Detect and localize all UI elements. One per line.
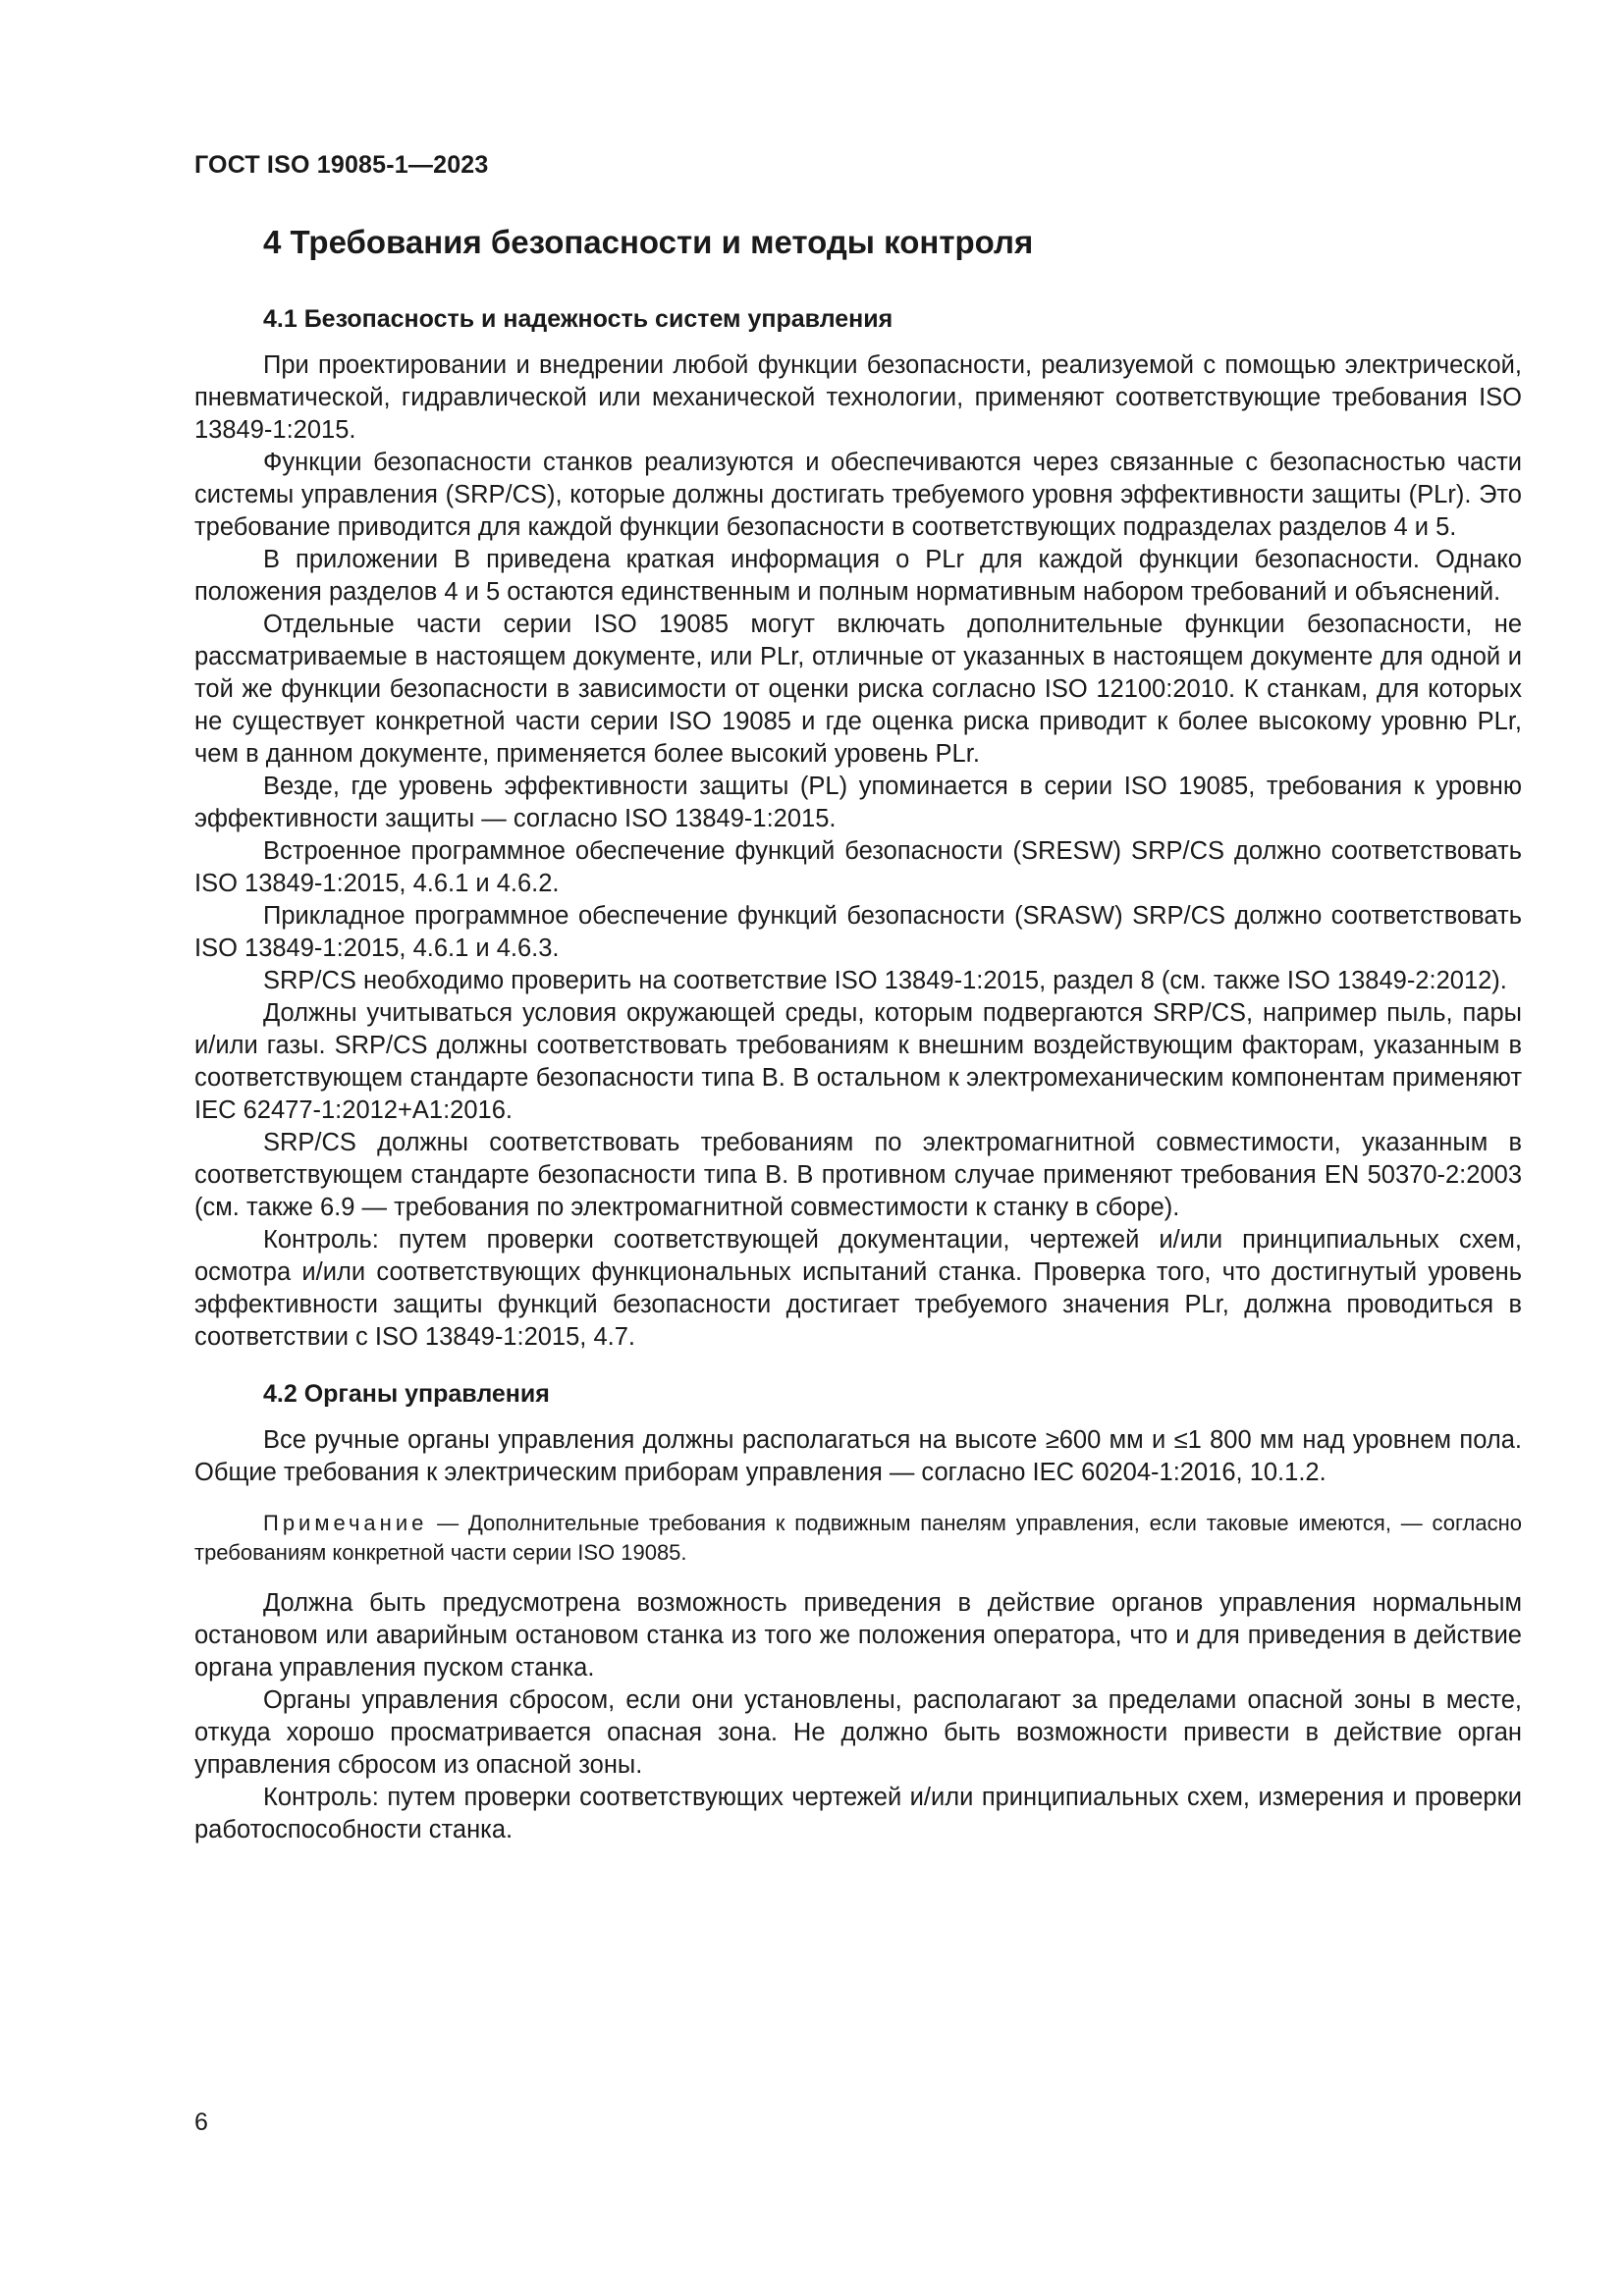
paragraph: Встроенное программное обеспечение функций безопасности (SRESW) SRP/CS должно соответствовать ISO 13849-1:2015, 4.6.1 и 4.6.2.	[194, 837, 1522, 897]
subsection-title-4-2: 4.2 Органы управления	[263, 1380, 550, 1408]
document-header: ГОСТ ISO 19085-1—2023	[194, 151, 489, 179]
note	[194, 1509, 1522, 1568]
note-label: Примечание	[263, 1511, 428, 1535]
paragraph: SRP/CS необходимо проверить на соответствие ISO 13849-1:2015, раздел 8 (см. также ISO 13849-2:2012).	[263, 967, 1507, 994]
paragraph: SRP/CS должны соответствовать требованиям по электромагнитной совместимости, указанным в соответствующем стандарте безопасности типа В. В противном случае применяют требования EN 50370-2:2003 (см. также 6.9 — требования по электромагнитной совместимости к станку в сборе).	[194, 1129, 1522, 1221]
paragraph: Органы управления сбросом, если они установлены, располагают за пределами опасной зоны в месте, откуда хорошо просматривается опасная зона. Не должно быть возможности привести в действие орган управления сбросом из опасной зоны.	[194, 1686, 1522, 1779]
paragraph: Везде, где уровень эффективности защиты (PL) упоминается в серии ISO 19085, требования к уровню эффективности защиты — согласно ISO 13849-1:2015.	[194, 773, 1522, 832]
page-number: 6	[194, 2109, 208, 2136]
paragraph: Должны учитываться условия окружающей среды, которым подвергаются SRP/CS, например пыль, пары и/или газы. SRP/CS должны соответствовать требованиям к внешним воздействующим факторам, указанным в соответствующем стандарте безопасности типа В. В остальном к электромеханическим компонентам применяют IEC 62477-1:2012+A1:2016.	[194, 999, 1522, 1124]
paragraph: При проектировании и внедрении любой функции безопасности, реализуемой с помощью электрической, пневматической, гидравлической или механической технологии, применяют соответствующие требования ISO 13849-1:2015.	[194, 351, 1522, 444]
paragraph: Должна быть предусмотрена возможность приведения в действие органов управления нормальным остановом или аварийным остановом станка из того же положения оператора, что и для приведения в действие органа управления пуском станка.	[194, 1589, 1522, 1682]
paragraph: Прикладное программное обеспечение функций безопасности (SRASW) SRP/CS должно соответствовать ISO 13849-1:2015, 4.6.1 и 4.6.3.	[194, 902, 1522, 962]
note-text: — Дополнительные требования к подвижным панелям управления, если таковые имеются, — согласно требованиям конкретной части серии ISO 19085.	[194, 1511, 1522, 1565]
paragraph: Все ручные органы управления должны располагаться на высоте ≥600 мм и ≤1 800 мм над уровнем пола. Общие требования к электрическим приборам управления — согласно IEC 60204-1:2016, 10.1.2.	[194, 1426, 1522, 1486]
paragraph: Контроль: путем проверки соответствующей документации, чертежей и/или принципиальных схем, осмотра и/или соответствующих функциональных испытаний станка. Проверка того, что достигнутый уровень эффективности защиты функций безопасности достигает требуемого значения PLr, должна проводиться в соответствии с ISO 13849-1:2015, 4.7.	[194, 1226, 1522, 1351]
subsection-title-4-1: 4.1 Безопасность и надежность систем управления	[263, 305, 893, 333]
section-title: 4 Требования безопасности и методы контроля	[263, 224, 1034, 260]
page-content	[194, 222, 1522, 1846]
paragraph: Функции безопасности станков реализуются и обеспечиваются через связанные с безопасностью части системы управления (SRP/CS), которые должны достигать требуемого уровня эффективности защиты (PLr). Это требование приводится для каждой функции безопасности в соответствующих подразделах разделов 4 и 5.	[194, 449, 1522, 541]
paragraph: Контроль: путем проверки соответствующих чертежей и/или принципиальных схем, измерения и проверки работоспособности станка.	[194, 1784, 1522, 1843]
paragraph: Отдельные части серии ISO 19085 могут включать дополнительные функции безопасности, не рассматриваемые в настоящем документе, или PLr, отличные от указанных в настоящем документе для одной и той же функции безопасности в зависимости от оценки риска согласно ISO 12100:2010. К станкам, для которых не существует конкретной части серии ISO 19085 и где оценка риска приводит к более высокому уровню PLr, чем в данном документе, применяется более высокий уровень PLr.	[194, 611, 1522, 768]
paragraph: В приложении B приведена краткая информация о PLr для каждой функции безопасности. Однако положения разделов 4 и 5 остаются единственным и полным нормативным набором требований и объяснений.	[194, 546, 1522, 606]
